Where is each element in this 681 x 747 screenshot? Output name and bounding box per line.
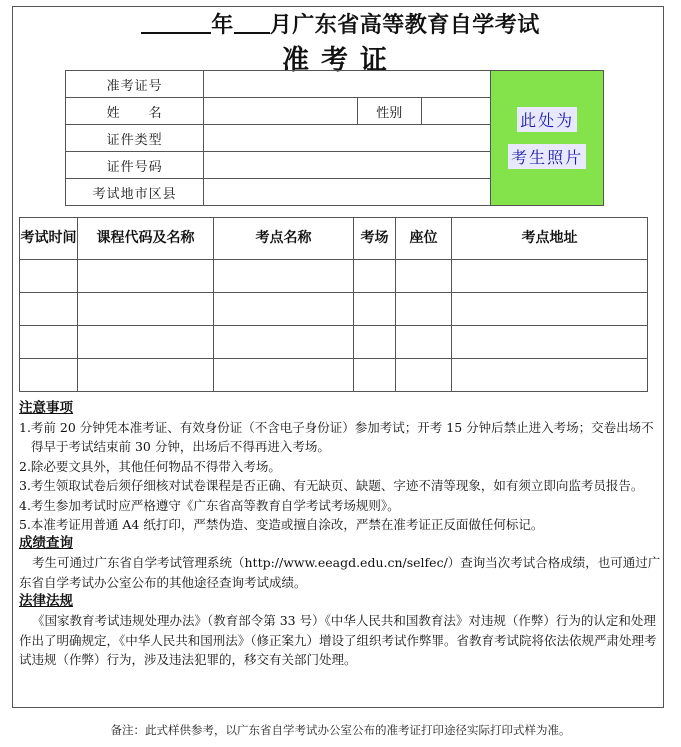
title-text: 月广东省高等教育自学考试: [269, 12, 540, 38]
header-course: 课程代码及名称: [78, 218, 214, 260]
gender-label: 性别: [358, 98, 422, 125]
candidate-info-table: [65, 70, 604, 206]
law-text: 《国家教育考试违规处理办法》（教育部令第 33 号）《中华人民共和国教育法》对违规（作弊）行为的认定和处理作出了明确规定，《中华人民共和国刑法》（修正案九）增设了组织考试作弊罪。省教育考试院将依法依规严肃处理考试违规（作弊）行为，涉及违法犯罪的，移交有关部门处理。: [19, 613, 657, 668]
id-type-label: 证件类型: [66, 125, 204, 152]
footer-remark: 备注：此式样供参考，以广东省自学考试办公室公布的准考证打印途径实际打印式样为准。: [110, 723, 571, 737]
table-row: [20, 293, 648, 326]
admission-no-value: [204, 71, 491, 98]
header-seat: 座位: [396, 218, 452, 260]
header-exam-time: 考试时间: [20, 218, 78, 260]
ticket-title: [0, 8, 681, 39]
notes-title: 注意事项: [19, 400, 73, 416]
exam-area-label: 考试地市区县: [66, 179, 204, 206]
table-row: [20, 260, 648, 293]
exam-area-value: [204, 179, 491, 206]
month-blank: [234, 12, 270, 34]
header-exam-site: 考点名称: [214, 218, 354, 260]
ticket-subtitle: 准考证: [282, 45, 399, 76]
note-item-4: 4.考生参加考试时应严格遵守《广东省高等教育自学考试考场规则》。: [19, 497, 400, 513]
score-title: 成绩查询: [19, 535, 73, 552]
photo-placeholder: [491, 71, 604, 206]
note-item-3: 3.考生领取试卷后须仔细核对试卷课程是否正确、有无缺页、缺题、字迹不清等现象，如有须立即向监考员报告。: [19, 478, 644, 494]
year-blank: [141, 12, 211, 34]
photo-text-2: 考生照片: [508, 144, 586, 169]
header-site-address: 考点地址: [452, 218, 648, 260]
note-item-1: 1.考前 20 分钟凭本准考证、有效身份证（不含电子身份证）参加考试；开考 15 分钟后禁止进入考场；交卷出场不得早于考试结束前 30 分钟，出场后不得再进入考场。: [19, 420, 654, 455]
exam-schedule-table: [19, 217, 648, 392]
id-type-value: [204, 125, 491, 152]
note-item-5: 5.本准考证用普通 A4 纸打印，严禁伪造、变造或擅自涂改，严禁在准考证正反面做任何标记。: [19, 517, 544, 533]
score-text: 考生可通过广东省自学考试管理系统（http://www.eeagd.edu.cn/selfec/）查询当次考试合格成绩，也可通过广东省自学考试办公室公布的其他途径查询考试成绩。: [19, 555, 661, 590]
id-number-value: [204, 152, 491, 179]
notes-section: [19, 399, 661, 669]
table-row: [20, 359, 648, 392]
header-exam-room: 考场: [354, 218, 396, 260]
photo-text-1: 此处为: [517, 107, 577, 132]
name-value: [204, 98, 358, 125]
note-item-2: 2.除必要文具外，其他任何物品不得带入考场。: [19, 458, 281, 474]
year-suffix: 年: [211, 12, 234, 38]
table-row: [20, 326, 648, 359]
id-number-label: 证件号码: [66, 152, 204, 179]
gender-value: [421, 98, 491, 125]
name-label: 姓 名: [66, 98, 204, 125]
law-title: 法律法规: [19, 593, 73, 610]
admission-no-label: 准考证号: [66, 71, 204, 98]
